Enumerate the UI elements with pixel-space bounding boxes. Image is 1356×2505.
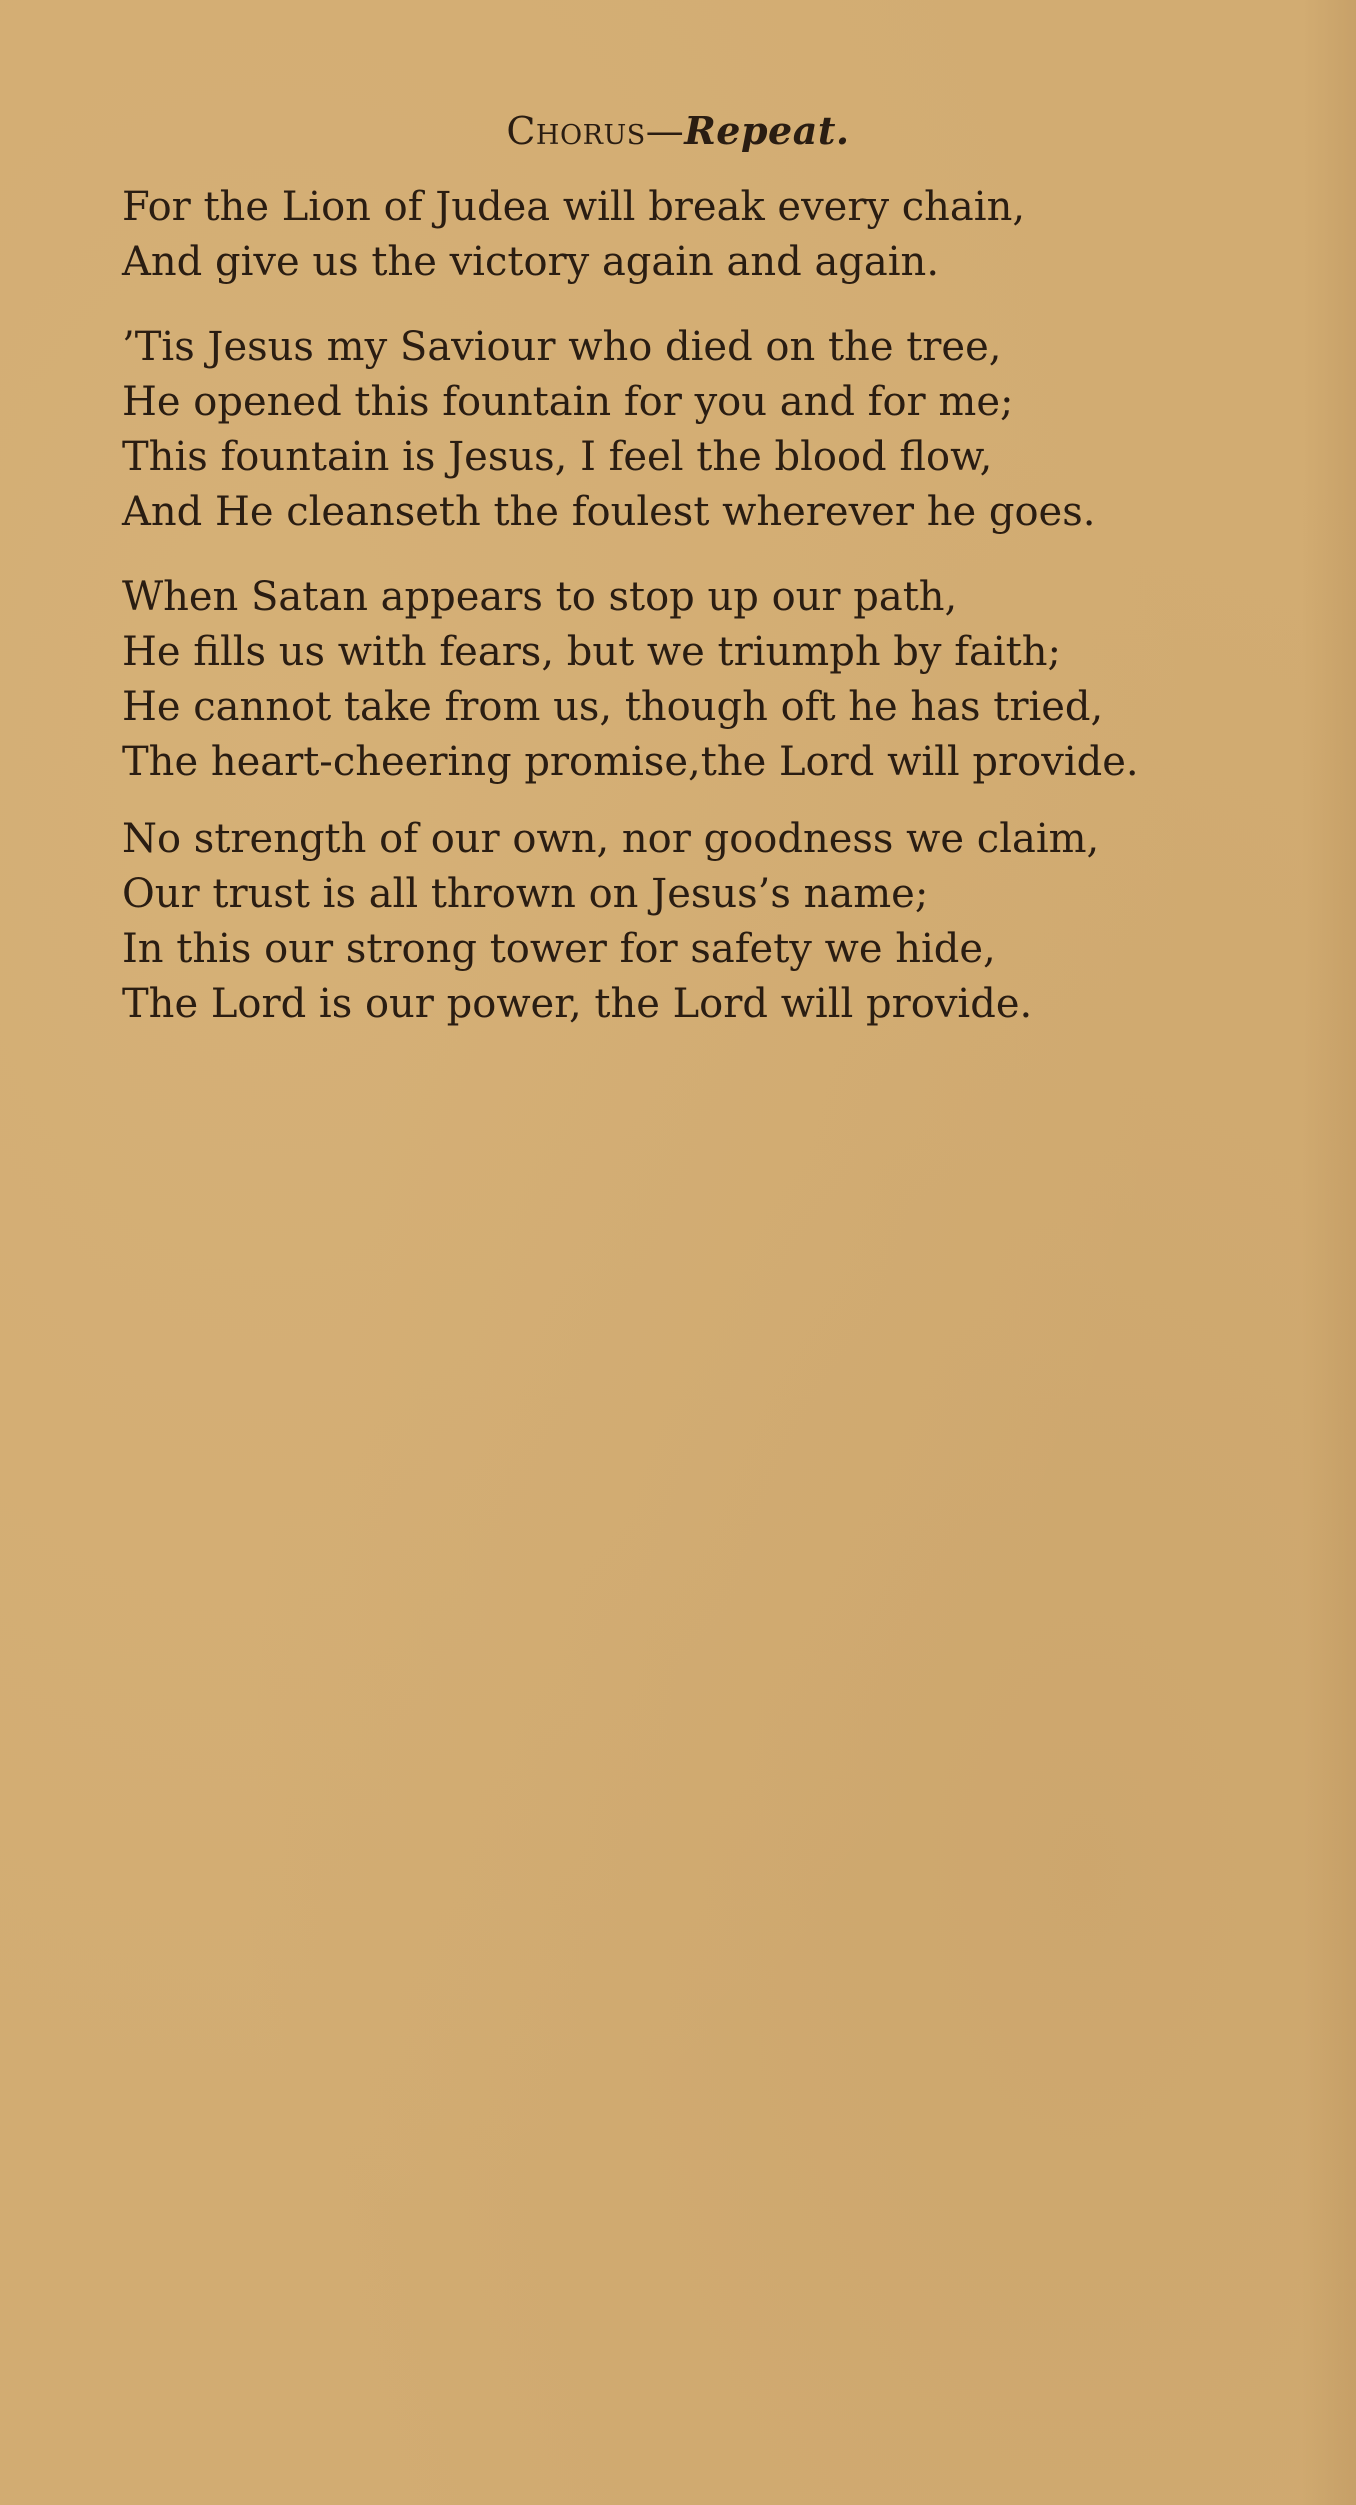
verse-line: This fountain is Jesus, I feel the blood flow, xyxy=(122,434,993,480)
verse-line: He fills us with fears, but we triumph by faith; xyxy=(122,629,1061,675)
verse-line: He cannot take from us, though oft he has tried, xyxy=(122,684,1104,730)
stanza-2 xyxy=(122,320,1322,540)
chorus-instruction: Repeat. xyxy=(684,108,850,153)
stanza-4 xyxy=(122,812,1322,1032)
verse-line: Our trust is all thrown on Jesus’s name; xyxy=(122,871,929,917)
verse-line: He opened this fountain for you and for me; xyxy=(122,379,1014,425)
verse-line: The Lord is our power, the Lord will provide. xyxy=(122,981,1033,1027)
verse-line: When Satan appears to stop up our path, xyxy=(122,574,958,620)
verse-line: And He cleanseth the foulest wherever he goes. xyxy=(122,489,1096,535)
verse-line: ’Tis Jesus my Saviour who died on the tree, xyxy=(122,324,1002,370)
verse-line: No strength of our own, nor goodness we claim, xyxy=(122,816,1100,862)
chorus-label: Chorus xyxy=(506,109,646,153)
chorus-heading xyxy=(0,108,1356,153)
stanza-3 xyxy=(122,570,1322,790)
verse-line: In this our strong tower for safety we hide, xyxy=(122,926,996,972)
verse-line: And give us the victory again and again. xyxy=(122,239,940,285)
stanza-1 xyxy=(122,180,1322,290)
verse-line: The heart-cheering promise,the Lord will provide. xyxy=(122,739,1139,785)
verse-line: For the Lion of Judea will break every chain, xyxy=(122,184,1026,230)
chorus-dash: — xyxy=(645,109,685,153)
